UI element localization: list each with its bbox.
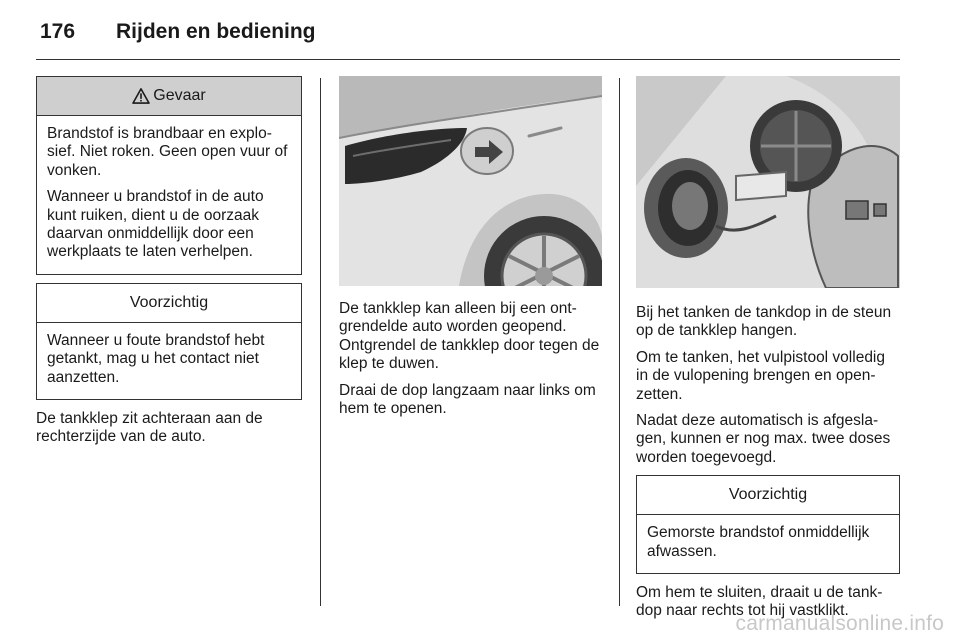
column-1 (36, 76, 302, 455)
body-paragraph: Nadat deze automatisch is afgesla-gen, kunnen er nog max. twee doses worden toegevoegd. (636, 412, 891, 466)
body-paragraph: Om te tanken, het vulpistool volledig in de vulopening brengen en open-zetten. (636, 348, 885, 403)
caution-box-1-title: Voorzichtig (129, 293, 209, 311)
danger-box-body (37, 116, 301, 274)
danger-box-header (37, 77, 301, 116)
caution-box-2 (636, 475, 900, 574)
body-paragraph: Draai de dop langzaam naar links om hem te openen. (339, 381, 596, 418)
section-title: Rijden en bediening (116, 20, 316, 43)
danger-paragraph: Brandstof is brandbaar en explo-sief. Niet roken. Geen open vuur of vonken. (47, 125, 288, 179)
caution-paragraph: Wanneer u foute brandstof hebt getankt, mag u het contact niet aanzetten. (47, 331, 265, 386)
column-3 (636, 76, 900, 629)
fuel-cap-illustration (636, 76, 900, 288)
header-divider (36, 59, 900, 60)
caution-box-1 (36, 283, 302, 400)
body-paragraph: Bij het tanken de tankdop in de steun op de tankklep hangen. (636, 304, 892, 340)
caution-box-2-header (637, 476, 899, 515)
caution-box-2-body (637, 515, 899, 573)
page-number: 176 (40, 20, 76, 43)
caution-box-1-body (37, 323, 301, 399)
caution-box-1-header (37, 284, 301, 323)
column-divider-1 (320, 78, 321, 606)
warning-triangle-icon (132, 88, 150, 104)
body-paragraph: De tankklep kan alleen bij een ont-grendelde auto worden geopend. Ontgrendel de tankklep door tegen de klep te duwen. (339, 300, 600, 373)
column-2 (339, 76, 602, 426)
danger-box (36, 76, 302, 275)
column-divider-2 (619, 78, 620, 606)
body-paragraph: De tankklep zit achteraan aan de rechterzijde van de auto. (36, 410, 263, 446)
danger-box-title: Gevaar (153, 86, 206, 104)
caution-box-2-title: Voorzichtig (728, 486, 808, 504)
fuel-flap-car-illustration (339, 76, 602, 286)
watermark: carmanualsonline.info (735, 612, 944, 635)
caution-paragraph: Gemorste brandstof onmiddellijk afwassen. (647, 524, 870, 560)
body-paragraph: Om hem te sluiten, draait u de tank-dop naar rechts tot hij vastklikt. (636, 584, 883, 620)
danger-paragraph: Wanneer u brandstof in de auto kunt ruiken, dient u de oorzaak daarvan onmiddellijk door een werkplaats te laten verhelpen. (47, 188, 264, 261)
